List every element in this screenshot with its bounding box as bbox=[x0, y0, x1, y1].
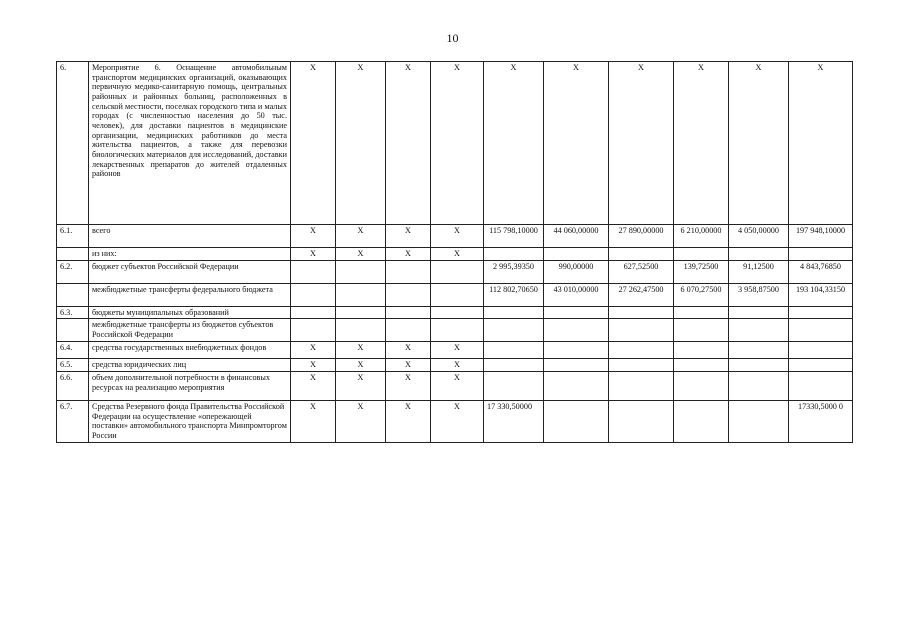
value-cell bbox=[484, 248, 544, 261]
value-cell bbox=[609, 319, 674, 342]
value-cell: 4 050,00000 bbox=[729, 225, 789, 248]
value-cell: 91,12500 bbox=[729, 260, 789, 283]
row-name: бюджеты муниципальных образований bbox=[89, 306, 291, 319]
mark-cell bbox=[386, 283, 431, 306]
mark-cell: X bbox=[336, 359, 386, 372]
financing-table bbox=[56, 61, 853, 443]
value-cell: 3 958,87500 bbox=[729, 283, 789, 306]
value-cell bbox=[789, 372, 853, 401]
mark-cell: X bbox=[291, 342, 336, 359]
value-cell bbox=[544, 248, 609, 261]
value-cell bbox=[609, 342, 674, 359]
row-number: 6.1. bbox=[57, 225, 89, 248]
value-cell: 2 995,39350 bbox=[484, 260, 544, 283]
row-name: средства государственных внебюджетных фондов bbox=[89, 342, 291, 359]
value-cell bbox=[674, 342, 729, 359]
row-name: всего bbox=[89, 225, 291, 248]
value-cell: 197 948,10000 bbox=[789, 225, 853, 248]
value-cell: 6 070,27500 bbox=[674, 283, 729, 306]
row-name: средства юридических лиц bbox=[89, 359, 291, 372]
mark-cell: X bbox=[386, 342, 431, 359]
table-row bbox=[57, 283, 853, 306]
row-name: бюджет субъектов Российской Федерации bbox=[89, 260, 291, 283]
mark-cell: X bbox=[291, 372, 336, 401]
table-row bbox=[57, 306, 853, 319]
table-row bbox=[57, 62, 853, 225]
value-cell: 6 210,00000 bbox=[674, 225, 729, 248]
row-number: 6.5. bbox=[57, 359, 89, 372]
value-cell: X bbox=[484, 62, 544, 225]
row-number: 6.4. bbox=[57, 342, 89, 359]
value-cell: 193 104,33150 bbox=[789, 283, 853, 306]
value-cell: 27 262,47500 bbox=[609, 283, 674, 306]
value-cell bbox=[789, 359, 853, 372]
mark-cell bbox=[386, 260, 431, 283]
value-cell bbox=[729, 248, 789, 261]
row-number: 6.2. bbox=[57, 260, 89, 283]
mark-cell: X bbox=[386, 372, 431, 401]
mark-cell bbox=[291, 306, 336, 319]
row-number: 6.6. bbox=[57, 372, 89, 401]
mark-cell bbox=[431, 260, 484, 283]
value-cell bbox=[729, 342, 789, 359]
page-number: 10 bbox=[446, 31, 459, 45]
row-name: из них: bbox=[89, 248, 291, 261]
value-cell bbox=[544, 306, 609, 319]
mark-cell: X bbox=[291, 248, 336, 261]
mark-cell: X bbox=[291, 359, 336, 372]
mark-cell: X bbox=[386, 62, 431, 225]
table-row bbox=[57, 248, 853, 261]
table-row bbox=[57, 225, 853, 248]
value-cell bbox=[789, 248, 853, 261]
value-cell bbox=[484, 319, 544, 342]
mark-cell: X bbox=[336, 342, 386, 359]
value-cell bbox=[674, 306, 729, 319]
mark-cell: X bbox=[291, 62, 336, 225]
row-name: межбюджетные трансферты из бюджетов субъектов Российской Федерации bbox=[89, 319, 291, 342]
value-cell bbox=[609, 372, 674, 401]
mark-cell: X bbox=[386, 359, 431, 372]
mark-cell bbox=[431, 306, 484, 319]
mark-cell bbox=[386, 319, 431, 342]
mark-cell: X bbox=[336, 62, 386, 225]
value-cell bbox=[729, 372, 789, 401]
mark-cell bbox=[291, 260, 336, 283]
value-cell: 27 890,00000 bbox=[609, 225, 674, 248]
table-row bbox=[57, 260, 853, 283]
table-row bbox=[57, 401, 853, 443]
value-cell bbox=[674, 359, 729, 372]
mark-cell: X bbox=[291, 401, 336, 443]
value-cell bbox=[674, 319, 729, 342]
row-name: межбюджетные трансферты федерального бюджета bbox=[89, 283, 291, 306]
value-cell: 43 010,00000 bbox=[544, 283, 609, 306]
value-cell: X bbox=[544, 62, 609, 225]
value-cell: X bbox=[674, 62, 729, 225]
mark-cell bbox=[291, 319, 336, 342]
mark-cell bbox=[431, 283, 484, 306]
value-cell bbox=[544, 401, 609, 443]
table-body bbox=[57, 62, 853, 443]
mark-cell bbox=[336, 260, 386, 283]
mark-cell: X bbox=[386, 225, 431, 248]
mark-cell: X bbox=[336, 225, 386, 248]
value-cell: 44 060,00000 bbox=[544, 225, 609, 248]
value-cell bbox=[609, 401, 674, 443]
mark-cell bbox=[386, 306, 431, 319]
table-row bbox=[57, 359, 853, 372]
value-cell bbox=[674, 248, 729, 261]
value-cell: X bbox=[729, 62, 789, 225]
mark-cell: X bbox=[386, 401, 431, 443]
value-cell: 115 798,10000 bbox=[484, 225, 544, 248]
value-cell bbox=[674, 401, 729, 443]
mark-cell: X bbox=[431, 225, 484, 248]
value-cell bbox=[729, 319, 789, 342]
mark-cell bbox=[336, 306, 386, 319]
row-name: Средства Резервного фонда Правительства Российской Федерации на осуществление «опережающей поставки» автомобильного транспорта Минпромторгом России bbox=[89, 401, 291, 443]
value-cell bbox=[544, 359, 609, 372]
value-cell: 4 843,76850 bbox=[789, 260, 853, 283]
row-name: объем дополнительной потребности в финансовых ресурсах на реализацию мероприятия bbox=[89, 372, 291, 401]
value-cell bbox=[609, 306, 674, 319]
value-cell bbox=[484, 372, 544, 401]
mark-cell: X bbox=[291, 225, 336, 248]
value-cell: X bbox=[789, 62, 853, 225]
mark-cell: X bbox=[431, 342, 484, 359]
value-cell: 17330,5000 0 bbox=[789, 401, 853, 443]
value-cell bbox=[729, 306, 789, 319]
mark-cell: X bbox=[336, 248, 386, 261]
mark-cell bbox=[336, 283, 386, 306]
value-cell bbox=[729, 401, 789, 443]
value-cell bbox=[544, 319, 609, 342]
row-name: Мероприятие 6. Оснащение автомобильным транспортом медицинских организаций, оказывающих первичную медико-санитарную помощь, центральных районных и районных больниц, расположенных в сельской местности, поселках городского типа и малых городах (с численностью населения до 50 тыс. человек), для доставки пациентов в медицинские организации, медицинских работников до места жительства пациентов, а также для перевозки биологических материалов для исследований, доставки лекарственных препаратов до жителей отдаленных районов bbox=[89, 62, 291, 225]
value-cell bbox=[484, 306, 544, 319]
value-cell: 627,52500 bbox=[609, 260, 674, 283]
table-row bbox=[57, 372, 853, 401]
mark-cell bbox=[431, 319, 484, 342]
value-cell: 990,00000 bbox=[544, 260, 609, 283]
mark-cell: X bbox=[431, 359, 484, 372]
value-cell bbox=[609, 359, 674, 372]
value-cell: 139,72500 bbox=[674, 260, 729, 283]
table-row bbox=[57, 319, 853, 342]
row-number bbox=[57, 319, 89, 342]
mark-cell: X bbox=[431, 401, 484, 443]
row-number: 6. bbox=[57, 62, 89, 225]
mark-cell: X bbox=[431, 248, 484, 261]
value-cell bbox=[544, 342, 609, 359]
row-number bbox=[57, 283, 89, 306]
mark-cell: X bbox=[431, 372, 484, 401]
row-number: 6.3. bbox=[57, 306, 89, 319]
row-number bbox=[57, 248, 89, 261]
value-cell bbox=[729, 359, 789, 372]
value-cell bbox=[789, 319, 853, 342]
mark-cell: X bbox=[386, 248, 431, 261]
mark-cell: X bbox=[336, 372, 386, 401]
table-row bbox=[57, 342, 853, 359]
value-cell bbox=[544, 372, 609, 401]
mark-cell: X bbox=[336, 401, 386, 443]
value-cell bbox=[609, 248, 674, 261]
value-cell bbox=[674, 372, 729, 401]
mark-cell bbox=[291, 283, 336, 306]
value-cell bbox=[484, 342, 544, 359]
value-cell bbox=[789, 342, 853, 359]
value-cell bbox=[484, 359, 544, 372]
value-cell bbox=[789, 306, 853, 319]
mark-cell: X bbox=[431, 62, 484, 225]
row-number: 6.7. bbox=[57, 401, 89, 443]
mark-cell bbox=[336, 319, 386, 342]
value-cell: 17 330,50000 bbox=[484, 401, 544, 443]
value-cell: 112 802,70650 bbox=[484, 283, 544, 306]
value-cell: X bbox=[609, 62, 674, 225]
